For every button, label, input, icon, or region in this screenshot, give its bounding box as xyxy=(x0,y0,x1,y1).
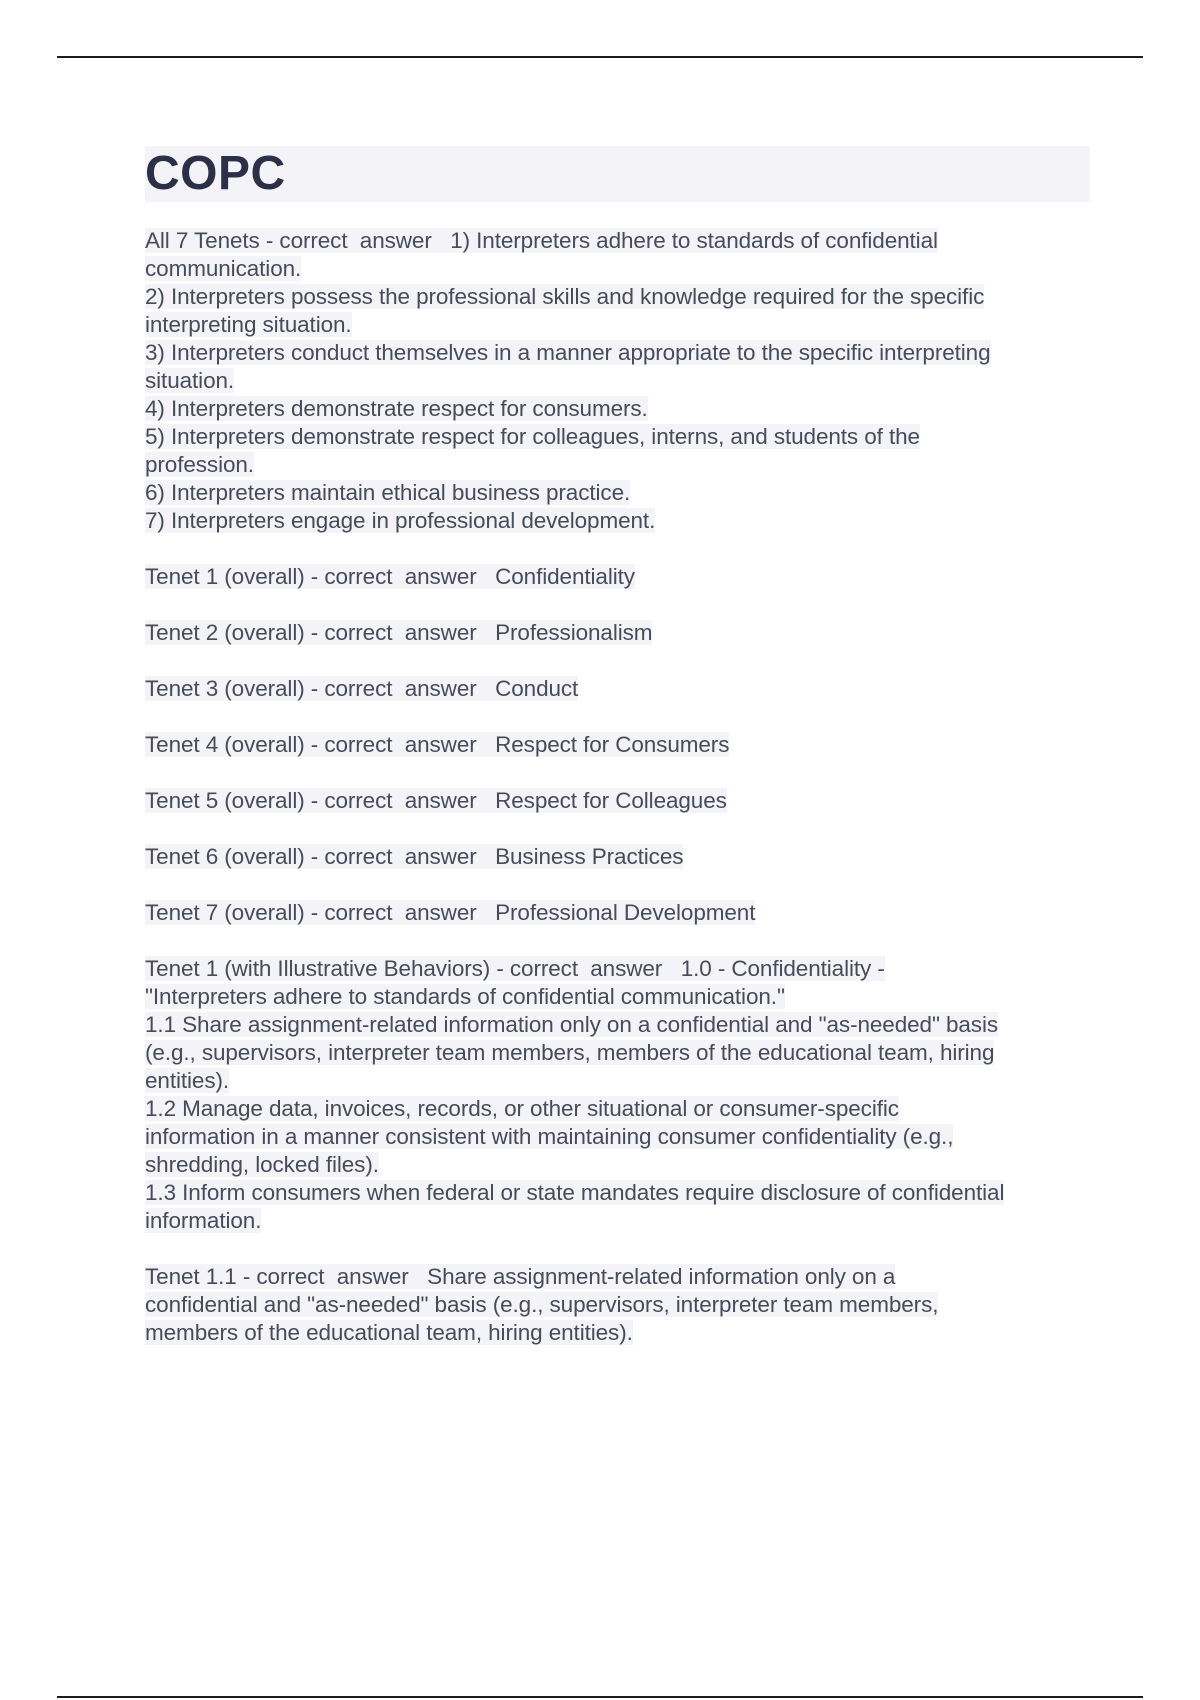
entry-separator: - xyxy=(304,564,325,589)
answer-gap xyxy=(409,1264,427,1289)
flashcard-entry xyxy=(145,563,1090,591)
flashcard-entry xyxy=(145,731,1090,759)
entry-line xyxy=(145,1095,1090,1123)
entry-separator: - xyxy=(304,844,325,869)
entry-line xyxy=(145,1207,1090,1235)
entry-text: Professionalism xyxy=(495,620,653,645)
answer-gap xyxy=(477,620,495,645)
entry-text: 1.2 Manage data, invoices, records, or other situational or consumer-specific xyxy=(145,1096,899,1121)
entry-text: 1.3 Inform consumers when federal or state mandates require disclosure of confidential xyxy=(145,1180,1005,1205)
entry-line xyxy=(145,1011,1090,1039)
entry-text: profession. xyxy=(145,452,254,477)
entry-separator: - xyxy=(259,228,280,253)
answer-label: correct answer xyxy=(279,228,432,253)
entry-text: 2) Interpreters possess the professional skills and knowledge required for the specific xyxy=(145,284,985,309)
flashcard-entry xyxy=(145,955,1090,1235)
entry-first-line xyxy=(145,619,1090,647)
entry-term: Tenet 6 (overall) xyxy=(145,844,305,869)
answer-label: correct answer xyxy=(509,956,663,981)
flashcard-entry xyxy=(145,227,1090,535)
answer-gap xyxy=(432,228,450,253)
flashcard-entry xyxy=(145,843,1090,871)
entry-first-line xyxy=(145,955,1090,983)
bottom-rule xyxy=(57,1696,1143,1698)
entry-text: Respect for Colleagues xyxy=(495,788,727,813)
entry-text: Business Practices xyxy=(495,844,684,869)
answer-gap xyxy=(662,956,680,981)
entry-line xyxy=(145,255,1090,283)
entry-text: entities). xyxy=(145,1068,230,1093)
entry-line xyxy=(145,1067,1090,1095)
entry-text: 7) Interpreters engage in professional development. xyxy=(145,508,656,533)
top-rule xyxy=(57,56,1143,58)
document-body xyxy=(145,146,1090,1375)
entry-line xyxy=(145,395,1090,423)
entry-line xyxy=(145,1039,1090,1067)
entry-text: 1.0 - Confidentiality - xyxy=(680,956,885,981)
entry-separator: - xyxy=(490,956,510,981)
flashcard-entry xyxy=(145,899,1090,927)
entry-first-line xyxy=(145,563,1090,591)
entry-term: Tenet 1 (overall) xyxy=(145,564,305,589)
answer-label: correct answer xyxy=(256,1264,409,1289)
entry-line xyxy=(145,479,1090,507)
entry-first-line xyxy=(145,227,1090,255)
flashcard-entry xyxy=(145,787,1090,815)
entry-text: Confidentiality xyxy=(495,564,635,589)
entry-first-line xyxy=(145,899,1090,927)
entry-line xyxy=(145,451,1090,479)
answer-label: correct answer xyxy=(324,564,477,589)
entry-term: Tenet 1.1 xyxy=(145,1264,237,1289)
entry-text: (e.g., supervisors, interpreter team members, members of the educational team, hiring xyxy=(145,1040,995,1065)
flashcard-list xyxy=(145,227,1090,1347)
entry-separator: - xyxy=(304,788,325,813)
entry-line xyxy=(145,1319,1090,1347)
answer-label: correct answer xyxy=(324,676,477,701)
entry-text: situation. xyxy=(145,368,235,393)
entry-text: "Interpreters adhere to standards of confidential communication." xyxy=(145,984,785,1009)
entry-text: Respect for Consumers xyxy=(495,732,730,757)
entry-text: 5) Interpreters demonstrate respect for colleagues, interns, and students of the xyxy=(145,424,920,449)
entry-line xyxy=(145,283,1090,311)
entry-term: Tenet 7 (overall) xyxy=(145,900,305,925)
entry-term: All 7 Tenets xyxy=(145,228,260,253)
entry-first-line xyxy=(145,787,1090,815)
entry-text: 3) Interpreters conduct themselves in a manner appropriate to the specific interpreting xyxy=(145,340,991,365)
flashcard-entry xyxy=(145,675,1090,703)
entry-text: 1) Interpreters adhere to standards of confidential xyxy=(450,228,938,253)
entry-first-line xyxy=(145,843,1090,871)
answer-gap xyxy=(477,900,495,925)
entry-line xyxy=(145,423,1090,451)
entry-text: Share assignment-related information only on a xyxy=(427,1264,896,1289)
entry-text: information in a manner consistent with maintaining consumer confidentiality (e.g., xyxy=(145,1124,954,1149)
entry-first-line xyxy=(145,731,1090,759)
entry-separator: - xyxy=(304,732,325,757)
flashcard-entry xyxy=(145,1263,1090,1347)
answer-gap xyxy=(477,564,495,589)
answer-label: correct answer xyxy=(324,900,477,925)
title-band xyxy=(145,146,1090,202)
answer-gap xyxy=(477,676,495,701)
entry-term: Tenet 3 (overall) xyxy=(145,676,305,701)
answer-gap xyxy=(477,844,495,869)
answer-gap xyxy=(477,788,495,813)
answer-label: correct answer xyxy=(324,620,477,645)
entry-text: interpreting situation. xyxy=(145,312,352,337)
answer-gap xyxy=(477,732,495,757)
entry-line xyxy=(145,1291,1090,1319)
entry-term: Tenet 1 (with Illustrative Behaviors) xyxy=(145,956,491,981)
entry-text: members of the educational team, hiring entities). xyxy=(145,1320,633,1345)
entry-line xyxy=(145,339,1090,367)
entry-separator: - xyxy=(304,620,325,645)
entry-line xyxy=(145,983,1090,1011)
entry-separator: - xyxy=(304,676,325,701)
answer-label: correct answer xyxy=(324,788,477,813)
entry-line xyxy=(145,1151,1090,1179)
entry-first-line xyxy=(145,1263,1090,1291)
entry-text: Professional Development xyxy=(495,900,756,925)
entry-term: Tenet 2 (overall) xyxy=(145,620,305,645)
entry-text: shredding, locked files). xyxy=(145,1152,379,1177)
entry-term: Tenet 5 (overall) xyxy=(145,788,305,813)
entry-text: 1.1 Share assignment-related information only on a confidential and "as-needed" basis xyxy=(145,1012,999,1037)
page-title: COPC xyxy=(145,147,286,200)
entry-first-line xyxy=(145,675,1090,703)
entry-text: 6) Interpreters maintain ethical business practice. xyxy=(145,480,631,505)
entry-line xyxy=(145,1123,1090,1151)
entry-text: communication. xyxy=(145,256,302,281)
entry-text: confidential and "as-needed" basis (e.g., supervisors, interpreter team members, xyxy=(145,1292,939,1317)
entry-separator: - xyxy=(236,1264,257,1289)
entry-text: information. xyxy=(145,1208,262,1233)
entry-separator: - xyxy=(304,900,325,925)
flashcard-entry xyxy=(145,619,1090,647)
entry-text: 4) Interpreters demonstrate respect for consumers. xyxy=(145,396,648,421)
entry-line xyxy=(145,1179,1090,1207)
answer-label: correct answer xyxy=(324,732,477,757)
answer-label: correct answer xyxy=(324,844,477,869)
entry-line xyxy=(145,507,1090,535)
entry-line xyxy=(145,311,1090,339)
entry-text: Conduct xyxy=(495,676,579,701)
entry-line xyxy=(145,367,1090,395)
entry-term: Tenet 4 (overall) xyxy=(145,732,305,757)
